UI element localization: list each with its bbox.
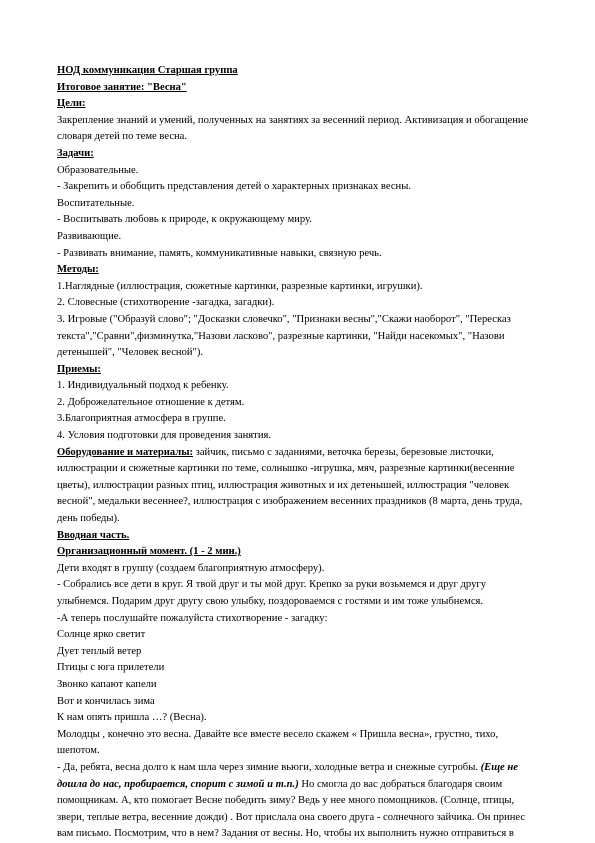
praise-text: Молодцы , конечно это весна. Давайте все вместе весело скажем « Пришла весна», грустно, тихо, шепотом. — [57, 728, 499, 757]
techniques-item-4: 4. Условия подготовки для проведения занятия. — [57, 430, 272, 442]
title-line-2: Итоговое занятие: "Весна" — [57, 81, 187, 93]
equipment-heading: Оборудование и материалы: — [57, 446, 193, 458]
equipment-paragraph — [57, 445, 539, 528]
techniques-item-2: 2. Доброжелательное отношение к детям. — [57, 396, 245, 408]
poem-line-5: Вот и кончилась зима — [57, 695, 155, 707]
story-italic-note: (Еще не дошла до нас, пробирается, спорит с зимой и т.п.) — [57, 761, 518, 790]
story-text-b: Но смогла до вас добраться благодаря своим помощникам. А, кто помогает Весне победить зиму? Ведь у нее много помощников. (Солнце, птицы, звери, теплые ветра, весенние дожди) . Вот прислала она своего друга - солнечного зайчика. Он принес вам письмо. Посмотрим, что в нем? Задания от весны. Но, чтобы их выполнить нужно отправиться в — [57, 778, 526, 840]
developing-heading: Развивающие. — [57, 230, 122, 242]
developing-text: - Развивать внимание, память, коммуникативные навыки, связную речь. — [57, 247, 382, 259]
poem-line-1: Солнце ярко светит — [57, 629, 146, 641]
story-paragraph — [57, 760, 539, 843]
poem-line-6: К нам опять пришла …? (Весна). — [57, 712, 207, 724]
equipment-text: зайчик, письмо с заданиями, веточка березы, березовые листочки, иллюстрации и сюжетные картинки по теме, солнышко -игрушка, мяч, разрезные картинки(весенние цветы), иллюстрации разных птиц, иллюстрация животных и их детенышей, иллюстрация "человек весной", медальки весеннее?, иллюстрация с изображением весенних праздников (8 марта, день труда, день победы). — [57, 446, 523, 525]
org-line-2: - Собрались все дети в круг. Я твой друг и ты мой друг. Крепко за руки возьмемся и друг другу улыбнемся. Подарим друг другу свою улыбку, поздороваемся с гостями и им тоже улыбнемся. — [57, 579, 487, 607]
org-line-3: -А теперь послушайте пожалуйста стихотворение - загадку: — [57, 612, 328, 624]
tasks-heading: Задачи: — [57, 147, 94, 159]
org-line-1: Дети входят в группу (создаем благоприятную атмосферу). — [57, 562, 325, 574]
techniques-item-1: 1. Индивидуальный подход к ребенку. — [57, 380, 229, 392]
methods-item-3: 3. Игровые ("Образуй слово"; "Досказки словечко", "Признаки весны","Скажи наоборот", "Пересказ текста","Сравни",физминутка,"Назови ласково", разрезные картинки, "Найди насекомых", "Назови детенышей", "Человек весной"). — [57, 313, 511, 359]
poem-line-3: Птицы с юга прилетели — [57, 662, 165, 674]
poem-line-2: Дует теплый ветер — [57, 645, 142, 657]
techniques-heading: Приемы: — [57, 363, 101, 375]
techniques-item-3: 3.Благоприятная атмосфера в группе. — [57, 413, 226, 425]
title-line-1: НОД коммуникация Старшая группа — [57, 65, 238, 76]
goals-heading: Цели: — [57, 98, 86, 110]
methods-item-2: 2. Словесные (стихотворение -загадка, загадки). — [57, 297, 275, 309]
methods-heading: Методы: — [57, 264, 99, 276]
org-heading: Организационный момент. (1 - 2 мин.) — [57, 546, 241, 558]
story-text-a: - Да, ребята, весна долго к нам шла через зимние вьюги, холодные ветра и снежные сугробы. — [57, 761, 481, 773]
methods-item-1: 1.Наглядные (иллюстрация, сюжетные картинки, разрезные картинки, игрушки). — [57, 280, 423, 292]
upbringing-heading: Воспитательные. — [57, 197, 135, 209]
educational-text: - Закрепить и обобщить представления детей о характерных признаках весны. — [57, 181, 411, 193]
upbringing-text: - Воспитывать любовь к природе, к окружающему миру. — [57, 214, 312, 226]
poem-line-4: Звонко капают капели — [57, 678, 157, 690]
goals-text: Закрепление знаний и умений, полученных на занятиях за весенний период. Активизация и обогащение словаря детей по теме весна. — [57, 114, 529, 143]
intro-heading: Вводная часть. — [57, 529, 130, 541]
educational-heading: Образовательные. — [57, 164, 139, 176]
